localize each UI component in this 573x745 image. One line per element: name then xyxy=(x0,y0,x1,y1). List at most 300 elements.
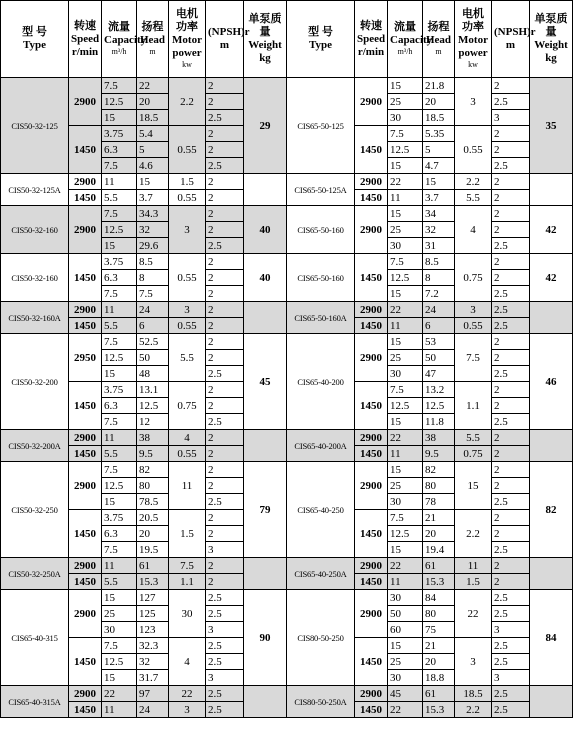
left-motor-power-cell: 5.5 xyxy=(169,334,206,382)
left-npsh-cell: 2.5 xyxy=(206,414,244,430)
right-head-cell: 20 xyxy=(423,94,455,110)
left-head-cell: 20 xyxy=(137,94,169,110)
left-capacity-cell: 3.75 xyxy=(102,126,137,142)
right-speed-cell: 1450 xyxy=(355,510,388,558)
left-capacity-cell: 7.5 xyxy=(102,334,137,350)
header-en-label: m xyxy=(505,39,516,51)
header-unit: m xyxy=(435,47,442,56)
right-npsh-cell: 2 xyxy=(492,430,530,446)
left-model-cell: CIS50-32-125A xyxy=(1,174,69,206)
left-motor-power-cell: 0.55 xyxy=(169,446,206,462)
left-capacity-cell: 7.5 xyxy=(102,78,137,94)
right-weight-cell: 42 xyxy=(530,254,573,302)
header-cn-label: 流量 xyxy=(108,21,130,33)
right-head-cell: 61 xyxy=(423,686,455,702)
right-motor-power-cell: 3 xyxy=(455,638,492,686)
left-motor-power-cell: 3 xyxy=(169,302,206,318)
left-weight-cell: 29 xyxy=(244,78,287,174)
right-weight-cell: 84 xyxy=(530,590,573,686)
right-speed-cell: 2900 xyxy=(355,206,388,254)
left-head-cell: 78.5 xyxy=(137,494,169,510)
right-head-cell: 84 xyxy=(423,590,455,606)
left-model-cell: CIS50-32-200 xyxy=(1,334,69,430)
left-motor-power-cell: 22 xyxy=(169,686,206,702)
left-weight-cell: 45 xyxy=(244,334,287,430)
right-motor-power-cell: 2.2 xyxy=(455,510,492,558)
left-motor-power-cell: 0.55 xyxy=(169,254,206,302)
right-capacity-cell: 15 xyxy=(388,206,423,222)
left-npsh-cell: 2.5 xyxy=(206,654,244,670)
right-npsh-cell: 2 xyxy=(492,558,530,574)
left-capacity-cell: 7.5 xyxy=(102,286,137,302)
left-capacity-cell: 11 xyxy=(102,702,137,718)
header-cn-label: 转速 xyxy=(360,19,382,32)
left-model-cell: CIS50-32-250A xyxy=(1,558,69,590)
right-capacity-cell: 15 xyxy=(388,414,423,430)
right-head-cell: 82 xyxy=(423,462,455,478)
right-capacity-cell: 11 xyxy=(388,190,423,206)
right-head-cell: 18.5 xyxy=(423,110,455,126)
left-capacity-cell: 7.5 xyxy=(102,542,137,558)
right-model-cell: CIS65-50-160 xyxy=(287,206,355,254)
left-weight-cell: 40 xyxy=(244,254,287,302)
left-capacity-cell: 22 xyxy=(102,686,137,702)
left-head-cell: 32.3 xyxy=(137,638,169,654)
left-capacity-cell: 15 xyxy=(102,238,137,254)
right-npsh-cell: 2 xyxy=(492,222,530,238)
left-npsh-cell: 2 xyxy=(206,558,244,574)
left-speed-cell: 1450 xyxy=(69,318,102,334)
header-en-label: Speed r/min xyxy=(357,32,386,58)
left-head-cell: 123 xyxy=(137,622,169,638)
left-capacity-cell: 12.5 xyxy=(102,94,137,110)
right-motor-power-cell: 15 xyxy=(455,462,492,510)
right-npsh-cell: 2 xyxy=(492,334,530,350)
left-head-cell: 24 xyxy=(137,702,169,718)
right-weight-cell xyxy=(530,430,573,462)
right-npsh-cell: 2 xyxy=(492,510,530,526)
left-npsh-cell: 2 xyxy=(206,398,244,414)
right-npsh-cell: 2 xyxy=(492,174,530,190)
right-npsh-cell: 2 xyxy=(492,478,530,494)
left-header-type xyxy=(1,1,69,78)
left-head-cell: 20.5 xyxy=(137,510,169,526)
right-motor-power-cell: 11 xyxy=(455,558,492,574)
left-weight-cell: 40 xyxy=(244,206,287,254)
right-speed-cell: 1450 xyxy=(355,254,388,302)
left-weight-cell xyxy=(244,174,287,206)
right-head-cell: 20 xyxy=(423,654,455,670)
right-capacity-cell: 60 xyxy=(388,622,423,638)
left-npsh-cell: 2 xyxy=(206,270,244,286)
right-npsh-cell: 2 xyxy=(492,190,530,206)
left-speed-cell: 1450 xyxy=(69,702,102,718)
right-capacity-cell: 15 xyxy=(388,158,423,174)
right-npsh-cell: 2.5 xyxy=(492,366,530,382)
right-speed-cell: 2900 xyxy=(355,686,388,702)
left-capacity-cell: 5.5 xyxy=(102,446,137,462)
right-speed-cell: 2900 xyxy=(355,590,388,638)
left-head-cell: 80 xyxy=(137,478,169,494)
right-capacity-cell: 22 xyxy=(388,430,423,446)
left-npsh-cell: 2 xyxy=(206,222,244,238)
right-header-npsh xyxy=(492,1,536,78)
right-head-cell: 3.7 xyxy=(423,190,455,206)
header-cn-label: 电机功率 xyxy=(176,8,198,33)
left-motor-power-cell: 4 xyxy=(169,430,206,446)
left-speed-cell: 2900 xyxy=(69,590,102,638)
right-weight-cell: 42 xyxy=(530,206,573,254)
left-model-cell: CIS50-32-160A xyxy=(1,302,69,334)
left-model-cell: CIS65-40-315A xyxy=(1,686,69,718)
right-head-cell: 5.35 xyxy=(423,126,455,142)
left-model-cell: CIS50-32-125 xyxy=(1,78,69,174)
right-npsh-cell: 2.5 xyxy=(492,542,530,558)
left-npsh-cell: 2.5 xyxy=(206,366,244,382)
left-speed-cell: 2900 xyxy=(69,206,102,254)
right-capacity-cell: 45 xyxy=(388,686,423,702)
left-capacity-cell: 15 xyxy=(102,590,137,606)
right-head-cell: 53 xyxy=(423,334,455,350)
right-npsh-cell: 2.5 xyxy=(492,414,530,430)
header-cn-label: 流量 xyxy=(394,21,416,33)
left-head-cell: 12 xyxy=(137,414,169,430)
right-npsh-cell: 2.5 xyxy=(492,638,530,654)
table-row xyxy=(1,590,573,606)
left-capacity-cell: 12.5 xyxy=(102,478,137,494)
header-unit: m³/h xyxy=(111,47,127,56)
left-npsh-cell: 2 xyxy=(206,190,244,206)
left-capacity-cell: 7.5 xyxy=(102,158,137,174)
table-row xyxy=(1,206,573,222)
left-header-capacity xyxy=(102,1,147,78)
left-npsh-cell: 2 xyxy=(206,350,244,366)
right-head-cell: 8.5 xyxy=(423,254,455,270)
left-head-cell: 32 xyxy=(137,654,169,670)
header-unit: kw xyxy=(182,60,192,69)
left-motor-power-cell: 0.55 xyxy=(169,190,206,206)
right-weight-cell xyxy=(530,686,573,718)
left-motor-power-cell: 11 xyxy=(169,462,206,510)
left-npsh-cell: 2.5 xyxy=(206,590,244,606)
right-motor-power-cell: 1.1 xyxy=(455,382,492,430)
left-capacity-cell: 5.5 xyxy=(102,190,137,206)
left-motor-power-cell: 1.5 xyxy=(169,174,206,190)
right-motor-power-cell: 5.5 xyxy=(455,430,492,446)
left-head-cell: 31.7 xyxy=(137,670,169,686)
header-en-label: Capacity xyxy=(390,34,433,46)
right-head-cell: 13.2 xyxy=(423,382,455,398)
left-npsh-cell: 2 xyxy=(206,382,244,398)
left-npsh-cell: 2 xyxy=(206,462,244,478)
left-capacity-cell: 11 xyxy=(102,430,137,446)
right-head-cell: 38 xyxy=(423,430,455,446)
left-weight-cell xyxy=(244,558,287,590)
right-npsh-cell: 2 xyxy=(492,270,530,286)
right-motor-power-cell: 2.2 xyxy=(455,174,492,190)
right-weight-cell: 46 xyxy=(530,334,573,430)
right-capacity-cell: 15 xyxy=(388,542,423,558)
right-head-cell: 18.8 xyxy=(423,670,455,686)
right-model-cell: CIS65-50-160 xyxy=(287,254,355,302)
left-head-cell: 32 xyxy=(137,222,169,238)
right-head-cell: 5 xyxy=(423,142,455,158)
right-model-cell: CIS65-40-200A xyxy=(287,430,355,462)
left-model-cell: CIS50-32-160 xyxy=(1,206,69,254)
right-head-cell: 47 xyxy=(423,366,455,382)
left-head-cell: 34.3 xyxy=(137,206,169,222)
right-npsh-cell: 2 xyxy=(492,126,530,142)
left-speed-cell: 1450 xyxy=(69,190,102,206)
right-speed-cell: 1450 xyxy=(355,382,388,430)
right-head-cell: 31 xyxy=(423,238,455,254)
right-npsh-cell: 2 xyxy=(492,526,530,542)
right-npsh-cell: 2 xyxy=(492,462,530,478)
left-capacity-cell: 15 xyxy=(102,670,137,686)
right-npsh-cell: 2 xyxy=(492,382,530,398)
right-head-cell: 32 xyxy=(423,222,455,238)
right-model-cell: CIS65-40-200 xyxy=(287,334,355,430)
header-cn-label: 单泵质量 xyxy=(534,13,568,38)
header-en-label: Weight kg xyxy=(534,39,568,64)
header-en-label: Motor power xyxy=(172,34,202,59)
right-speed-cell: 1450 xyxy=(355,702,388,718)
right-head-cell: 61 xyxy=(423,558,455,574)
left-capacity-cell: 3.75 xyxy=(102,382,137,398)
header-unit: kw xyxy=(468,60,478,69)
right-head-cell: 78 xyxy=(423,494,455,510)
left-speed-cell: 2900 xyxy=(69,302,102,318)
right-npsh-cell: 2.5 xyxy=(492,302,530,318)
left-npsh-cell: 3 xyxy=(206,542,244,558)
left-head-cell: 18.5 xyxy=(137,110,169,126)
right-capacity-cell: 12.5 xyxy=(388,270,423,286)
left-speed-cell: 2950 xyxy=(69,334,102,382)
right-speed-cell: 2900 xyxy=(355,78,388,126)
header-unit: m xyxy=(149,47,156,56)
left-header-motor-power xyxy=(169,1,206,78)
left-capacity-cell: 15 xyxy=(102,110,137,126)
right-npsh-cell: 2 xyxy=(492,254,530,270)
right-npsh-cell: 2.5 xyxy=(492,94,530,110)
right-npsh-cell: 3 xyxy=(492,670,530,686)
left-speed-cell: 2900 xyxy=(69,430,102,446)
left-motor-power-cell: 3 xyxy=(169,702,206,718)
right-npsh-cell: 2.5 xyxy=(492,654,530,670)
right-npsh-cell: 3 xyxy=(492,622,530,638)
left-npsh-cell: 2 xyxy=(206,94,244,110)
right-head-cell: 21 xyxy=(423,510,455,526)
left-npsh-cell: 2 xyxy=(206,302,244,318)
table-row xyxy=(1,174,573,190)
left-npsh-cell: 2 xyxy=(206,254,244,270)
left-capacity-cell: 7.5 xyxy=(102,638,137,654)
table-row xyxy=(1,430,573,446)
right-npsh-cell: 2.5 xyxy=(492,606,530,622)
left-npsh-cell: 2 xyxy=(206,526,244,542)
left-head-cell: 3.7 xyxy=(137,190,169,206)
right-header-weight xyxy=(530,1,573,78)
right-speed-cell: 2900 xyxy=(355,334,388,382)
left-head-cell: 29.6 xyxy=(137,238,169,254)
left-npsh-cell: 2 xyxy=(206,126,244,142)
left-motor-power-cell: 7.5 xyxy=(169,558,206,574)
right-motor-power-cell: 2.2 xyxy=(455,702,492,718)
left-npsh-cell: 3 xyxy=(206,622,244,638)
left-head-cell: 9.5 xyxy=(137,446,169,462)
right-capacity-cell: 15 xyxy=(388,286,423,302)
left-head-cell: 7.5 xyxy=(137,286,169,302)
right-model-cell: CIS80-50-250A xyxy=(287,686,355,718)
right-weight-cell xyxy=(530,558,573,590)
left-speed-cell: 1450 xyxy=(69,126,102,174)
left-npsh-cell: 2 xyxy=(206,78,244,94)
left-weight-cell xyxy=(244,430,287,462)
table-body xyxy=(1,78,573,718)
right-model-cell: CIS65-50-125A xyxy=(287,174,355,206)
right-npsh-cell: 2 xyxy=(492,206,530,222)
left-npsh-cell: 2 xyxy=(206,510,244,526)
header-en-label: Type xyxy=(22,39,47,51)
left-head-cell: 19.5 xyxy=(137,542,169,558)
right-npsh-cell: 2 xyxy=(492,398,530,414)
header-row xyxy=(1,1,573,78)
right-header-head xyxy=(423,1,455,78)
right-motor-power-cell: 0.55 xyxy=(455,126,492,174)
right-speed-cell: 1450 xyxy=(355,190,388,206)
left-head-cell: 127 xyxy=(137,590,169,606)
right-capacity-cell: 25 xyxy=(388,350,423,366)
right-capacity-cell: 15 xyxy=(388,462,423,478)
right-motor-power-cell: 3 xyxy=(455,302,492,318)
left-head-cell: 15.3 xyxy=(137,574,169,590)
right-capacity-cell: 12.5 xyxy=(388,398,423,414)
left-capacity-cell: 5.5 xyxy=(102,574,137,590)
left-motor-power-cell: 0.55 xyxy=(169,318,206,334)
right-capacity-cell: 30 xyxy=(388,590,423,606)
left-speed-cell: 1450 xyxy=(69,574,102,590)
left-capacity-cell: 30 xyxy=(102,622,137,638)
right-head-cell: 4.7 xyxy=(423,158,455,174)
table-row xyxy=(1,302,573,318)
right-speed-cell: 2900 xyxy=(355,174,388,190)
left-model-cell: CIS65-40-315 xyxy=(1,590,69,686)
right-capacity-cell: 7.5 xyxy=(388,126,423,142)
left-capacity-cell: 6.3 xyxy=(102,398,137,414)
left-head-cell: 20 xyxy=(137,526,169,542)
left-capacity-cell: 15 xyxy=(102,366,137,382)
header-cn-label: 型 号 xyxy=(308,26,333,38)
left-capacity-cell: 11 xyxy=(102,174,137,190)
left-model-cell: CIS50-32-200A xyxy=(1,430,69,462)
right-head-cell: 7.2 xyxy=(423,286,455,302)
left-speed-cell: 1450 xyxy=(69,382,102,430)
right-head-cell: 15.3 xyxy=(423,702,455,718)
table-row xyxy=(1,686,573,702)
right-head-cell: 75 xyxy=(423,622,455,638)
left-npsh-cell: 2.5 xyxy=(206,686,244,702)
header-en-label: Capacity xyxy=(104,34,147,46)
right-speed-cell: 1450 xyxy=(355,318,388,334)
left-npsh-cell: 2 xyxy=(206,206,244,222)
table-row xyxy=(1,78,573,94)
left-head-cell: 61 xyxy=(137,558,169,574)
right-npsh-cell: 2 xyxy=(492,78,530,94)
left-speed-cell: 2900 xyxy=(69,686,102,702)
right-capacity-cell: 7.5 xyxy=(388,254,423,270)
left-header-speed xyxy=(69,1,102,78)
left-npsh-cell: 3 xyxy=(206,670,244,686)
right-speed-cell: 1450 xyxy=(355,638,388,686)
left-head-cell: 22 xyxy=(137,78,169,94)
left-capacity-cell: 11 xyxy=(102,302,137,318)
right-capacity-cell: 30 xyxy=(388,238,423,254)
left-speed-cell: 2900 xyxy=(69,174,102,190)
left-npsh-cell: 2 xyxy=(206,478,244,494)
header-cn-label: (NPSH)r xyxy=(208,26,250,38)
right-head-cell: 50 xyxy=(423,350,455,366)
right-weight-cell: 35 xyxy=(530,78,573,174)
right-motor-power-cell: 0.75 xyxy=(455,446,492,462)
left-npsh-cell: 2 xyxy=(206,574,244,590)
right-npsh-cell: 3 xyxy=(492,110,530,126)
right-motor-power-cell: 5.5 xyxy=(455,190,492,206)
left-capacity-cell: 3.75 xyxy=(102,510,137,526)
left-speed-cell: 2900 xyxy=(69,462,102,510)
left-npsh-cell: 2 xyxy=(206,286,244,302)
table-row xyxy=(1,254,573,270)
right-motor-power-cell: 0.75 xyxy=(455,254,492,302)
left-head-cell: 82 xyxy=(137,462,169,478)
right-speed-cell: 2900 xyxy=(355,302,388,318)
left-motor-power-cell: 0.55 xyxy=(169,126,206,174)
left-capacity-cell: 12.5 xyxy=(102,222,137,238)
left-npsh-cell: 2 xyxy=(206,334,244,350)
right-speed-cell: 1450 xyxy=(355,574,388,590)
right-capacity-cell: 30 xyxy=(388,670,423,686)
right-head-cell: 15 xyxy=(423,174,455,190)
header-cn-label: 电机功率 xyxy=(462,8,484,33)
left-npsh-cell: 2 xyxy=(206,142,244,158)
right-capacity-cell: 30 xyxy=(388,110,423,126)
right-motor-power-cell: 18.5 xyxy=(455,686,492,702)
left-head-cell: 38 xyxy=(137,430,169,446)
right-capacity-cell: 7.5 xyxy=(388,510,423,526)
left-head-cell: 12.5 xyxy=(137,398,169,414)
right-capacity-cell: 22 xyxy=(388,558,423,574)
header-en-label: Speed r/min xyxy=(71,32,100,58)
right-motor-power-cell: 1.5 xyxy=(455,574,492,590)
table-row xyxy=(1,462,573,478)
left-speed-cell: 1450 xyxy=(69,638,102,686)
right-capacity-cell: 50 xyxy=(388,606,423,622)
right-head-cell: 21.8 xyxy=(423,78,455,94)
left-capacity-cell: 7.5 xyxy=(102,462,137,478)
header-cn-label: 扬程 xyxy=(141,21,164,33)
header-en-label: m xyxy=(219,39,230,51)
left-speed-cell: 2900 xyxy=(69,558,102,574)
left-weight-cell: 90 xyxy=(244,590,287,686)
left-motor-power-cell: 1.1 xyxy=(169,574,206,590)
left-header-npsh xyxy=(206,1,250,78)
left-npsh-cell: 2.5 xyxy=(206,638,244,654)
right-head-cell: 9.5 xyxy=(423,446,455,462)
left-head-cell: 50 xyxy=(137,350,169,366)
left-header-head xyxy=(137,1,169,78)
left-motor-power-cell: 0.75 xyxy=(169,382,206,430)
table-row xyxy=(1,558,573,574)
right-capacity-cell: 11 xyxy=(388,574,423,590)
